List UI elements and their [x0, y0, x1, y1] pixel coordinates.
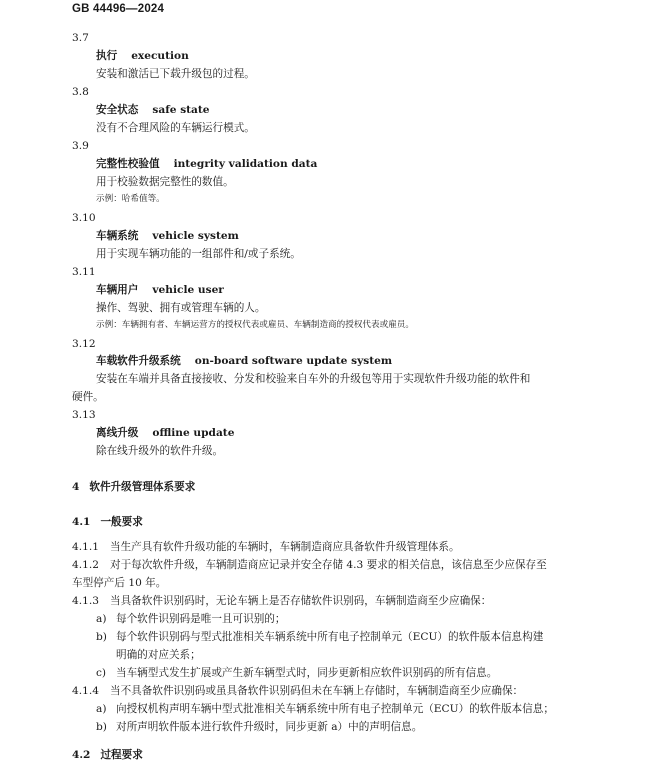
term-title — [96, 49, 189, 63]
term-title — [96, 103, 210, 117]
term-definition: 操作、驾驶、拥有或管理车辆的人。 — [96, 302, 266, 314]
clause-text: 对于每次软件升级，车辆制造商应记录并安全存储 4.3 要求的相关信息，该信息至少应保存至 — [110, 559, 547, 571]
section-heading — [72, 480, 195, 494]
clause-number: 4.1.4 — [72, 685, 99, 697]
term-title — [96, 354, 392, 368]
term-definition-line: 安装在车端并具备直接接收、分发和校验来自车外的升级包等用于实现软件升级功能的软件和 — [96, 373, 531, 385]
term-definition: 用于校验数据完整性的数值。 — [96, 176, 234, 188]
clause — [72, 684, 524, 698]
term-number: 3.12 — [72, 338, 96, 350]
list-marker: c) — [96, 667, 107, 679]
term-definition: 安装和激活已下载升级包的过程。 — [96, 68, 255, 80]
term-definition: 用于实现车辆功能的一组部件和/或子系统。 — [96, 248, 301, 260]
clause-text: 当不具备软件识别码或虽具备软件识别码但未在车辆上存储时，车辆制造商至少应确保： — [110, 685, 524, 697]
clause — [72, 558, 547, 572]
term-definition: 除在线升级外的软件升级。 — [96, 445, 224, 457]
term-number: 3.8 — [72, 86, 89, 98]
term-title-en: offline update — [152, 427, 235, 439]
list-text: 向授权机构声明车辆中型式批准相关车辆系统中所有电子控制单元（ECU）的软件版本信息； — [116, 703, 554, 715]
list-text: 每个软件识别码与型式批准相关车辆系统中所有电子控制单元（ECU）的软件版本信息构建 — [116, 631, 544, 643]
list-marker: a) — [96, 613, 107, 625]
subsection-heading — [72, 748, 143, 762]
term-title-en: vehicle user — [152, 284, 224, 296]
list-text: 每个软件识别码是唯一且可识别的； — [116, 613, 286, 625]
term-title — [96, 157, 317, 171]
term-title — [96, 426, 234, 440]
term-title-zh: 执行 — [96, 50, 118, 62]
term-number: 3.11 — [72, 266, 96, 278]
term-example: 示例：哈希值等。 — [96, 194, 165, 204]
subsection-number: 4.1 — [72, 516, 91, 528]
term-title-zh: 离线升级 — [96, 427, 139, 439]
term-definition: 没有不合理风险的车辆运行模式。 — [96, 122, 255, 134]
term-number: 3.13 — [72, 409, 96, 421]
term-title-en: vehicle system — [152, 230, 239, 242]
list-text: 当车辆型式发生扩展或产生新车辆型式时，同步更新相应软件识别码的所有信息。 — [116, 667, 498, 679]
section-number: 4 — [72, 481, 80, 493]
list-item — [96, 630, 544, 644]
clause-continuation: 车型停产后 10 年。 — [72, 577, 167, 589]
subsection-number: 4.2 — [72, 749, 91, 761]
term-title-en: on-board software update system — [194, 355, 393, 367]
term-definition-line: 硬件。 — [72, 391, 104, 403]
clause — [72, 540, 460, 554]
list-text-continuation: 明确的对应关系； — [116, 649, 201, 661]
clause — [72, 594, 492, 608]
term-title-zh: 车辆用户 — [96, 284, 139, 296]
term-example: 示例：车辆拥有者、车辆运营方的授权代表或雇员、车辆制造商的授权代表或雇员。 — [96, 320, 414, 330]
list-marker: b) — [96, 721, 107, 733]
section-title: 软件升级管理体系要求 — [89, 481, 196, 493]
term-title-en: execution — [131, 50, 189, 62]
term-title-en: integrity validation data — [173, 158, 318, 170]
subsection-title: 一般要求 — [100, 516, 143, 528]
list-item — [96, 612, 286, 626]
document-header-id: GB 44496—2024 — [72, 3, 165, 15]
subsection-title: 过程要求 — [100, 749, 143, 761]
list-item — [96, 720, 423, 734]
term-title-en: safe state — [152, 104, 210, 116]
clause-number: 4.1.2 — [72, 559, 99, 571]
list-marker: a) — [96, 703, 107, 715]
list-item — [96, 702, 554, 716]
term-number: 3.9 — [72, 140, 89, 152]
term-number: 3.7 — [72, 32, 89, 44]
clause-text: 当具备软件识别码时，无论车辆上是否存储软件识别码，车辆制造商至少应确保： — [110, 595, 492, 607]
term-title-zh: 安全状态 — [96, 104, 139, 116]
term-number: 3.10 — [72, 212, 96, 224]
term-title-zh: 车载软件升级系统 — [96, 355, 181, 367]
clause-number: 4.1.1 — [72, 541, 99, 553]
list-marker: b) — [96, 631, 107, 643]
clause-number: 4.1.3 — [72, 595, 99, 607]
term-title-zh: 完整性校验值 — [96, 158, 160, 170]
term-title — [96, 283, 224, 297]
term-title-zh: 车辆系统 — [96, 230, 139, 242]
list-text: 对所声明软件版本进行软件升级时，同步更新 a）中的声明信息。 — [116, 721, 423, 733]
clause-text: 当生产具有软件升级功能的车辆时，车辆制造商应具备软件升级管理体系。 — [110, 541, 460, 553]
list-item — [96, 666, 498, 680]
term-title — [96, 229, 239, 243]
subsection-heading — [72, 515, 143, 529]
